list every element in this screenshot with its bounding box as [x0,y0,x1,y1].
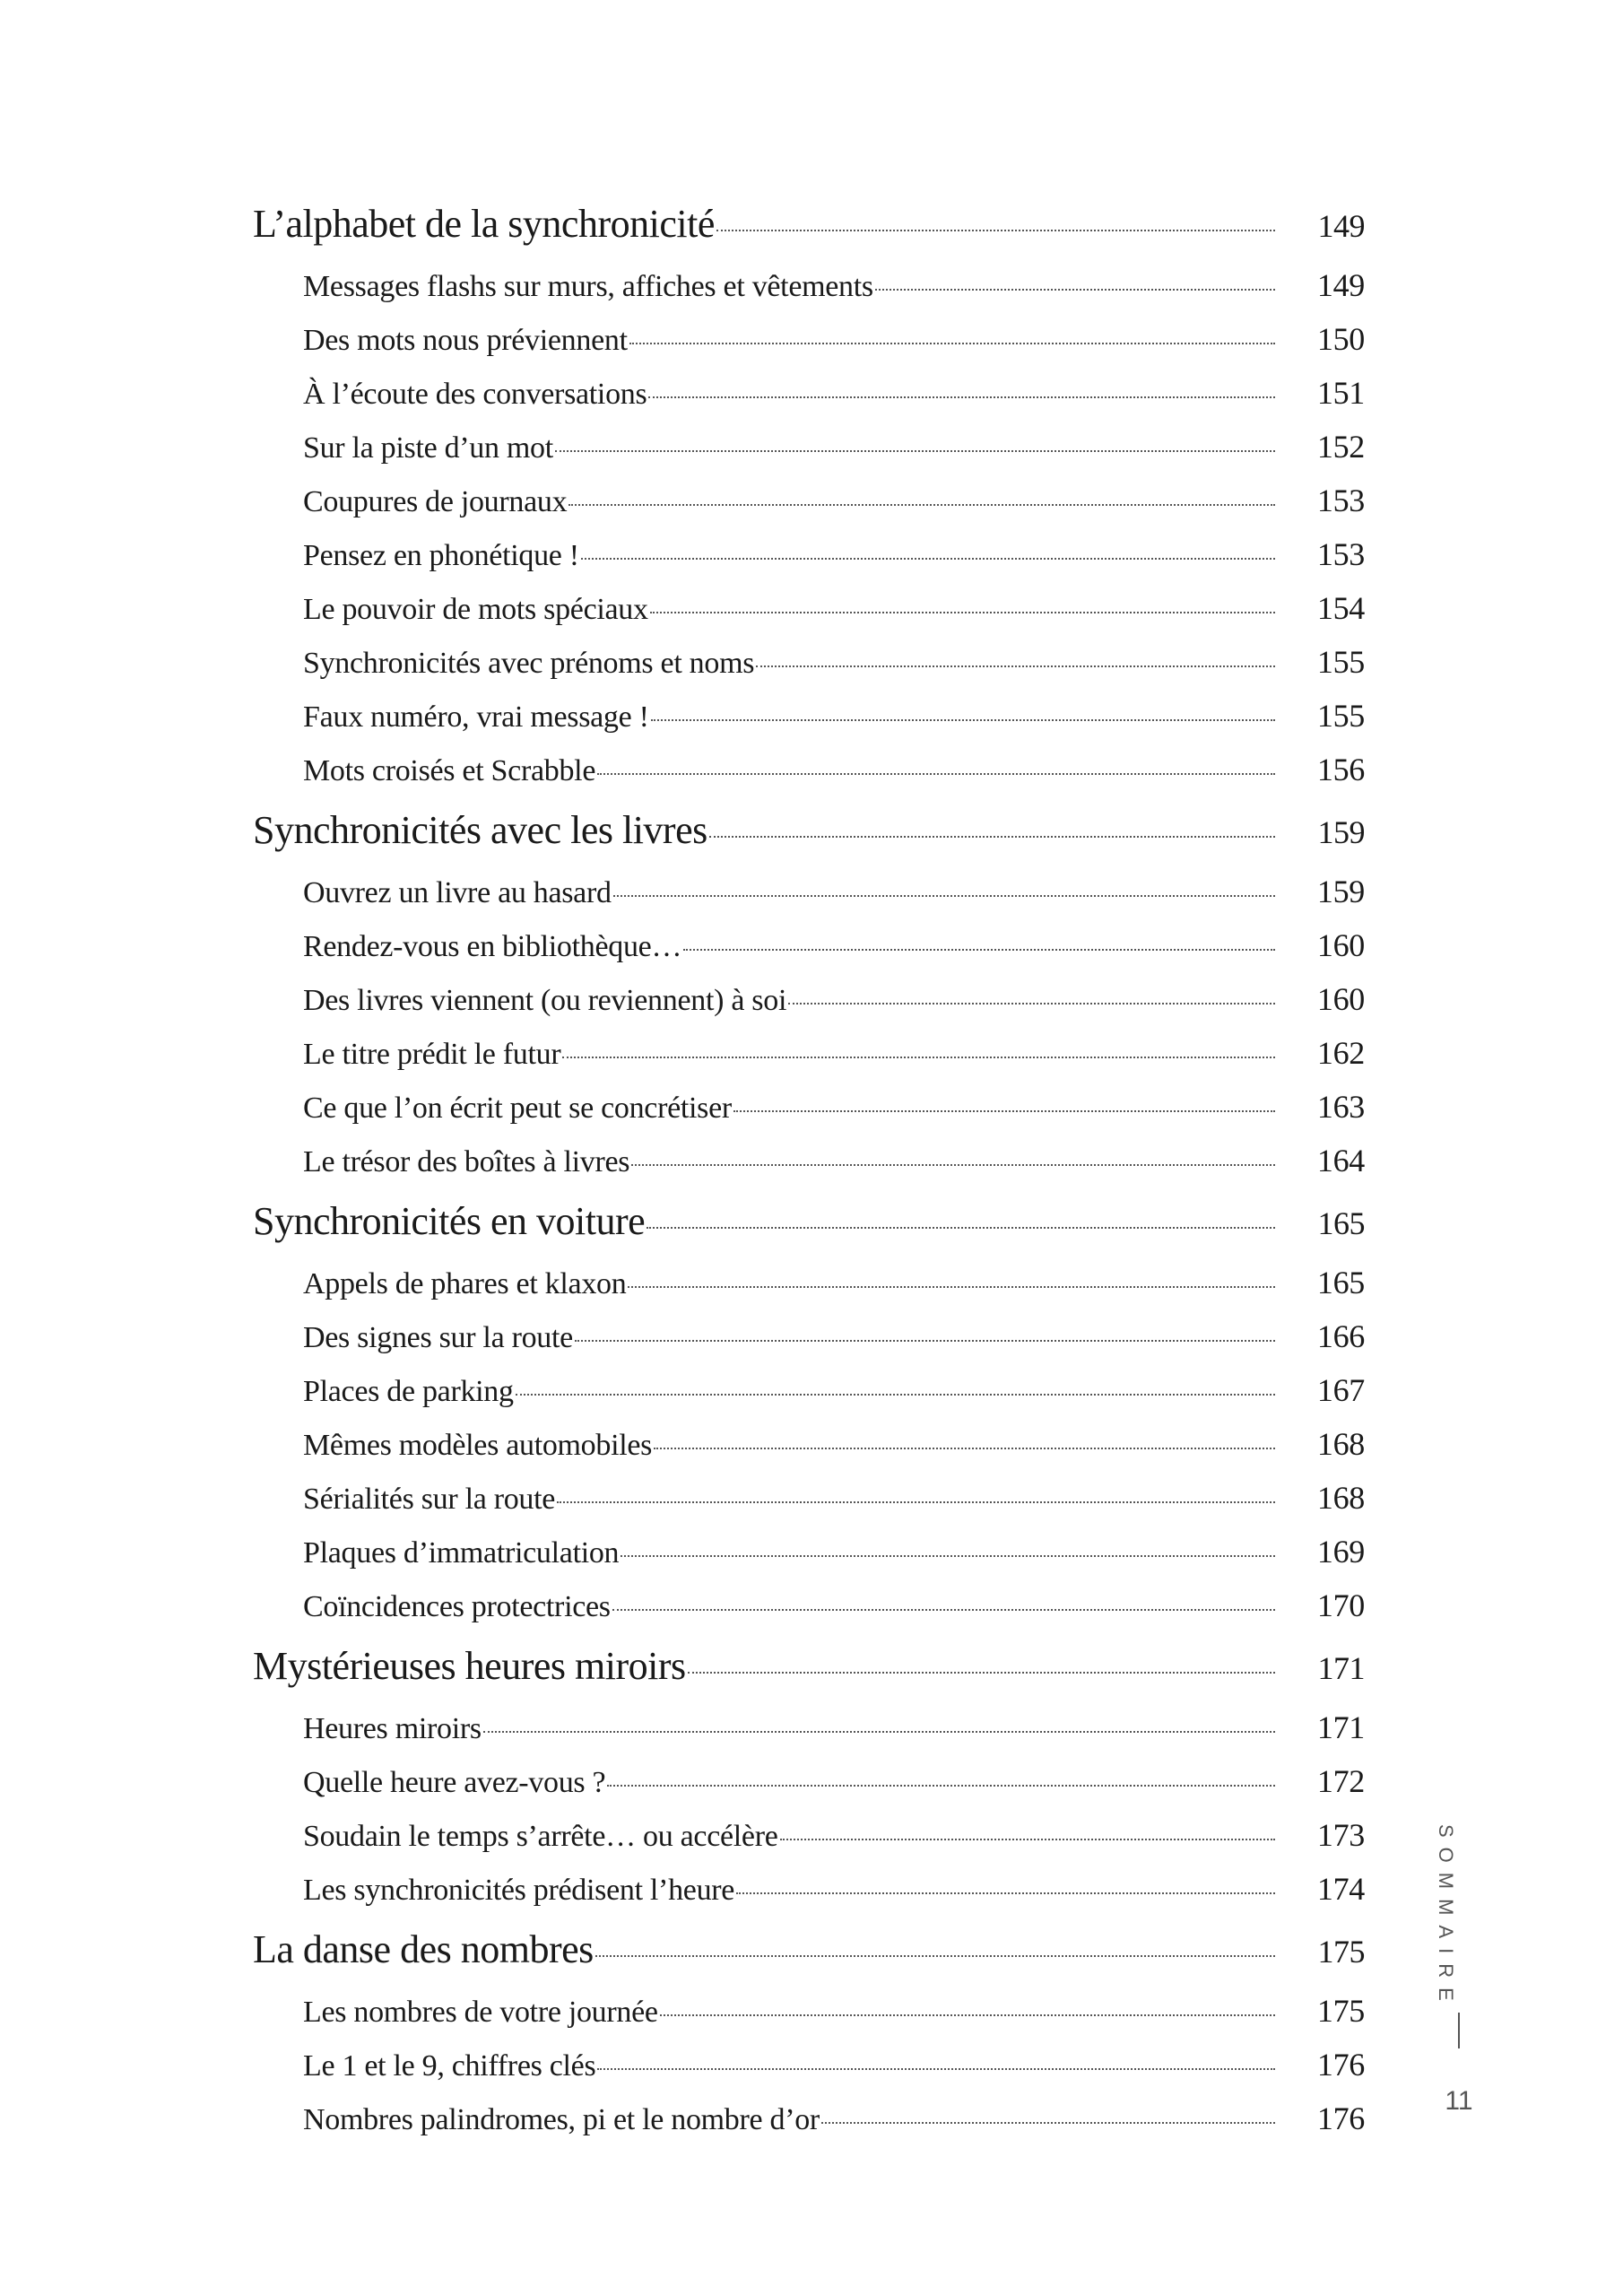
toc-chapter-page-number: 149 [1317,208,1365,244]
toc-entry [253,1984,1365,2038]
dot-leader [621,1554,1275,1557]
toc-entry-page-number: 170 [1316,1587,1365,1623]
toc-entry [253,2038,1365,2092]
toc-entry-title: Coupures de journaux [303,485,568,518]
toc-entry-page-number: 152 [1316,429,1365,465]
toc-entry-title: Mêmes modèles automobiles [303,1429,653,1462]
toc-entry [253,918,1365,972]
toc-entry-page-number: 166 [1316,1318,1365,1354]
toc-entry-title: Messages flashs sur murs, affiches et vêtements [303,270,873,303]
dot-leader [575,1339,1275,1342]
toc-entry-page-number: 160 [1316,927,1365,963]
toc-chapter [253,1916,1365,1984]
toc-entry-title: Le 1 et le 9, chiffres clés [303,2049,596,2083]
toc-entry [253,1363,1365,1417]
page-number: 11 [1445,2086,1473,2116]
running-head-text: SOMMAIRE [1435,1824,1457,2011]
dot-leader [557,1500,1275,1503]
dot-leader [688,1671,1275,1674]
toc-entry-title: Rendez-vous en bibliothèque… [303,930,682,963]
toc-entry-page-number: 176 [1316,2100,1365,2136]
toc-section [253,796,1365,1187]
dot-leader [875,288,1275,291]
toc-entry [253,420,1365,474]
toc-entry [253,1525,1365,1578]
toc-entry-title: Pensez en phonétique ! [303,539,579,572]
toc-chapter-page-number: 171 [1317,1650,1365,1686]
dot-leader [607,1784,1275,1787]
dot-leader [821,2121,1275,2124]
toc-entry [253,1256,1365,1309]
toc-entry-title: À l’écoute des conversations [303,378,647,411]
toc-entry-title: Faux numéro, vrai message ! [303,700,649,734]
dot-leader [483,1730,1275,1733]
toc-entry-page-number: 149 [1316,267,1365,303]
toc-entry-page-number: 174 [1316,1871,1365,1907]
toc-entry-page-number: 160 [1316,981,1365,1017]
toc-entry [253,366,1365,420]
toc-entry-page-number: 164 [1316,1143,1365,1178]
toc-chapter [253,190,1365,258]
toc-entry-title: Ce que l’on écrit peut se concrétiser [303,1091,732,1125]
toc-entry [253,2092,1365,2145]
toc-entry-title: Les synchronicités prédisent l’heure [303,1874,735,1907]
toc-entry [253,1862,1365,1916]
toc-entry-page-number: 154 [1316,590,1365,626]
toc-entry [253,527,1365,581]
toc-entry-title: Ouvrez un livre au hasard [303,876,612,909]
dot-leader [651,718,1275,721]
toc-chapter-page-number: 175 [1317,1934,1365,1970]
toc-entry [253,1578,1365,1632]
dot-leader [683,948,1275,951]
toc-chapter-title: Mystérieuses heures miroirs [253,1644,686,1688]
dot-leader [736,1892,1275,1894]
toc-entry [253,1309,1365,1363]
dot-leader [562,1056,1275,1058]
toc-entry-page-number: 163 [1316,1089,1365,1125]
toc-chapter [253,796,1365,865]
toc-entry [253,1471,1365,1525]
toc-entry-page-number: 165 [1316,1265,1365,1300]
toc-chapter-page-number: 159 [1317,814,1365,850]
toc-entry-title: Des livres viennent (ou reviennent) à soi [303,984,787,1017]
toc-section [253,1632,1365,1916]
toc-entry-page-number: 150 [1316,321,1365,357]
toc-chapter-page-number: 165 [1317,1205,1365,1241]
toc-entry [253,312,1365,366]
toc-entry-title: Plaques d’immatriculation [303,1536,620,1570]
toc-entry-title: Nombres palindromes, pi et le nombre d’or [303,2103,820,2136]
toc-entry-title: Coïncidences protectrices [303,1590,611,1623]
toc-chapter [253,1632,1365,1700]
dot-leader [613,894,1275,897]
toc-entry [253,1754,1365,1808]
toc-entry-page-number: 151 [1316,375,1365,411]
toc-entry-title: Sérialités sur la route [303,1483,556,1516]
dot-leader [788,1002,1275,1004]
toc-entry-title: Synchronicités avec prénoms et noms [303,647,755,680]
dot-leader [660,2013,1275,2016]
dot-leader [709,835,1275,838]
toc-section [253,1187,1365,1632]
toc-entry [253,865,1365,918]
toc-entry-title: Des mots nous préviennent [303,324,628,357]
toc-entry-page-number: 153 [1316,483,1365,518]
toc-entry-page-number: 167 [1316,1372,1365,1408]
toc-chapter [253,1187,1365,1256]
toc-entry-page-number: 172 [1316,1763,1365,1799]
toc-entry-title: Soudain le temps s’arrête… ou accélère [303,1820,778,1853]
dot-leader [516,1393,1275,1396]
toc-entry-title: Les nombres de votre journée [303,1996,658,2029]
dot-leader [628,1285,1275,1288]
toc-entry-title: Places de parking [303,1375,514,1408]
toc-entry [253,743,1365,796]
toc-entry-title: Le pouvoir de mots spéciaux [303,593,648,626]
dot-leader [648,396,1275,398]
toc-entry-title: Appels de phares et klaxon [303,1267,627,1300]
toc-entry-page-number: 168 [1316,1426,1365,1462]
toc-entry-title: Quelle heure avez-vous ? [303,1766,606,1799]
toc-entry [253,258,1365,312]
toc-entry-page-number: 176 [1316,2047,1365,2083]
toc-entry-page-number: 168 [1316,1480,1365,1516]
toc-entry-page-number: 173 [1316,1817,1365,1853]
toc-entry-title: Heures miroirs [303,1712,482,1745]
dot-leader [597,772,1275,775]
toc-entry [253,1026,1365,1080]
toc-entry-page-number: 156 [1316,752,1365,787]
toc-section [253,1916,1365,2145]
toc-entry-page-number: 153 [1316,536,1365,572]
toc-chapter-title: Synchronicités en voiture [253,1199,646,1243]
dot-leader [756,665,1275,667]
toc-entry [253,1134,1365,1187]
running-head-divider [1458,2013,1460,2048]
table-of-contents [253,190,1365,2145]
dot-leader [631,1163,1275,1166]
toc-entry-title: Des signes sur la route [303,1321,573,1354]
toc-entry-title: Le trésor des boîtes à livres [303,1145,630,1178]
dot-leader [650,611,1275,613]
toc-entry [253,1808,1365,1862]
dot-leader [629,342,1275,344]
dot-leader [595,1954,1275,1957]
toc-entry-page-number: 159 [1316,874,1365,909]
toc-chapter-title: La danse des nombres [253,1927,594,1971]
toc-entry-title: Sur la piste d’un mot [303,431,553,465]
dot-leader [780,1838,1275,1840]
toc-entry-title: Le titre prédit le futur [303,1038,561,1071]
toc-entry [253,581,1365,635]
dot-leader [654,1447,1275,1449]
toc-entry [253,1417,1365,1471]
toc-section [253,190,1365,796]
toc-entry [253,474,1365,527]
toc-entry-page-number: 175 [1316,1993,1365,2029]
toc-entry-page-number: 162 [1316,1035,1365,1071]
toc-entry [253,1700,1365,1754]
dot-leader [568,503,1275,506]
dot-leader [716,229,1275,231]
toc-entry-title: Mots croisés et Scrabble [303,754,596,787]
dot-leader [555,449,1275,452]
toc-entry-page-number: 169 [1316,1534,1365,1570]
toc-entry [253,635,1365,689]
toc-entry-page-number: 155 [1316,698,1365,734]
toc-entry-page-number: 155 [1316,644,1365,680]
toc-entry [253,972,1365,1026]
toc-chapter-title: L’alphabet de la synchronicité [253,202,715,246]
toc-entry-page-number: 171 [1316,1709,1365,1745]
toc-entry [253,689,1365,743]
dot-leader [581,557,1275,560]
dot-leader [597,2067,1275,2070]
toc-entry [253,1080,1365,1134]
dot-leader [612,1608,1275,1611]
dot-leader [733,1109,1275,1112]
toc-chapter-title: Synchronicités avec les livres [253,808,707,852]
dot-leader [647,1226,1275,1229]
